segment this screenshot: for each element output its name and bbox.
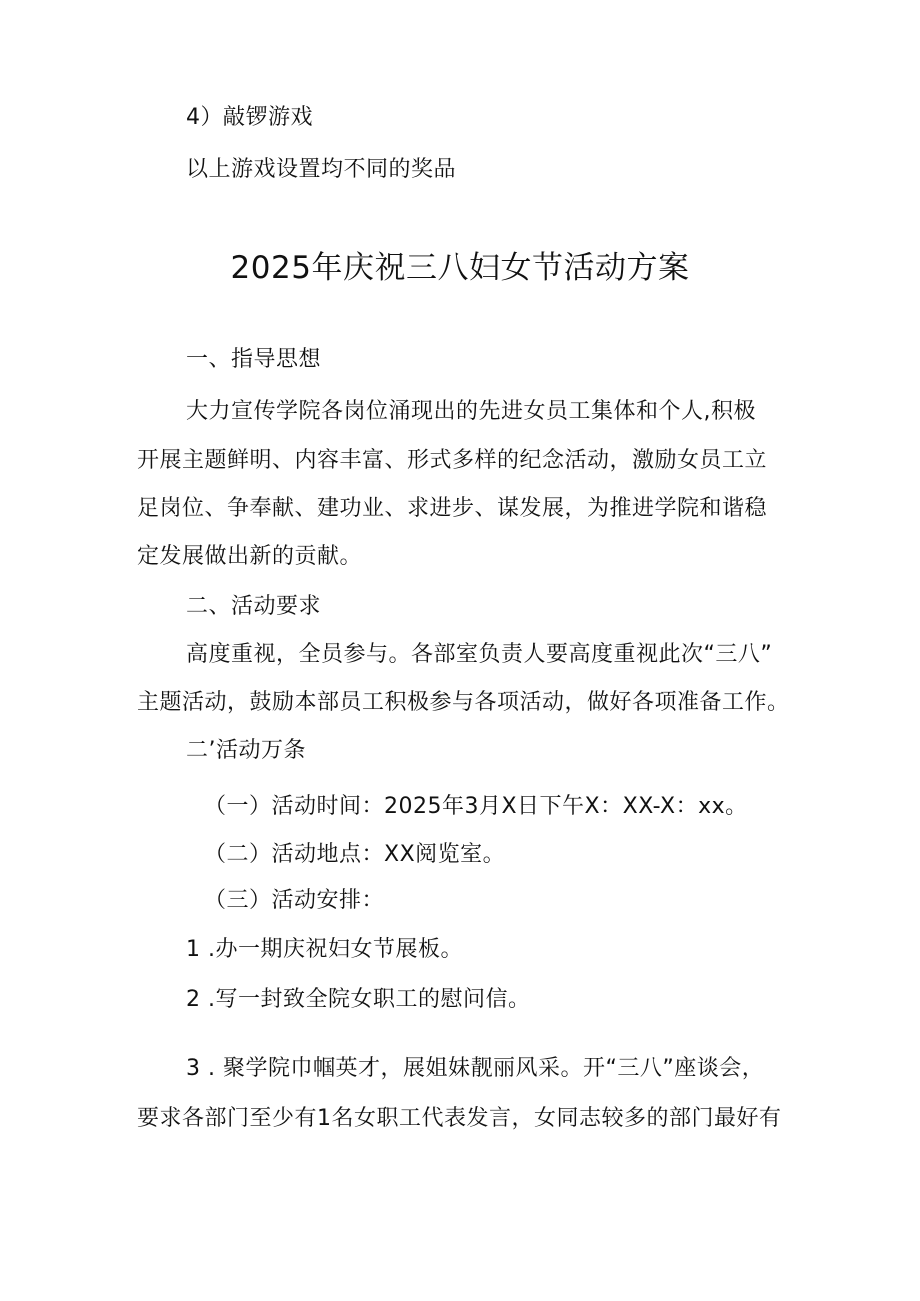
list-item-4: 4）敲锣游戏: [186, 105, 313, 130]
paragraph-line: 要求各部门至少有1名女职工代表发言，女同志较多的部门最好有: [137, 1106, 782, 1131]
paragraph-line: 足岗位、争奉献、建功业、求进步、谋发展，为推进学院和谐稳: [137, 496, 768, 521]
paragraph-line: 大力宣传学院各岗位涌现出的先进女员工集体和个人,积极: [186, 399, 756, 424]
activity-place: （二）活动地点：XX阅览室。: [204, 842, 506, 867]
arrangement-item-3: 3 . 聚学院巾帼英才，展姐妹靓丽风采。开“三八”座谈会，: [186, 1056, 765, 1081]
paragraph-line: 高度重视，全员参与。各部室负责人要高度重视此次“三八”: [186, 642, 773, 667]
paragraph-line: 定发展做出新的贡献。: [137, 544, 363, 569]
paragraph-line: 开展主题鲜明、内容丰富、形式多样的纪念活动，激励女员工立: [137, 448, 768, 473]
arrangement-item-2: 2 .写一封致全院女职工的慰问信。: [186, 987, 531, 1012]
section-heading-guiding-ideology: 一、指导思想: [186, 347, 322, 372]
paragraph-line: 主题活动，鼓励本部员工积极参与各项活动，做好各项准备工作。: [137, 690, 790, 715]
section-heading-activity-plan: 二’活动万条: [186, 738, 306, 763]
arrangement-item-1: 1 .办一期庆祝妇女节展板。: [186, 937, 463, 962]
activity-time: （一）活动时间：2025年3月X日下午X：XX-X：xx。: [204, 794, 748, 819]
page-title: 2025年庆祝三八妇女节活动方案: [230, 250, 690, 286]
prize-note: 以上游戏设置均不同的奖品: [186, 157, 457, 182]
section-heading-requirements: 二、活动要求: [186, 594, 322, 619]
activity-arrangement: （三）活动安排：: [204, 888, 385, 913]
